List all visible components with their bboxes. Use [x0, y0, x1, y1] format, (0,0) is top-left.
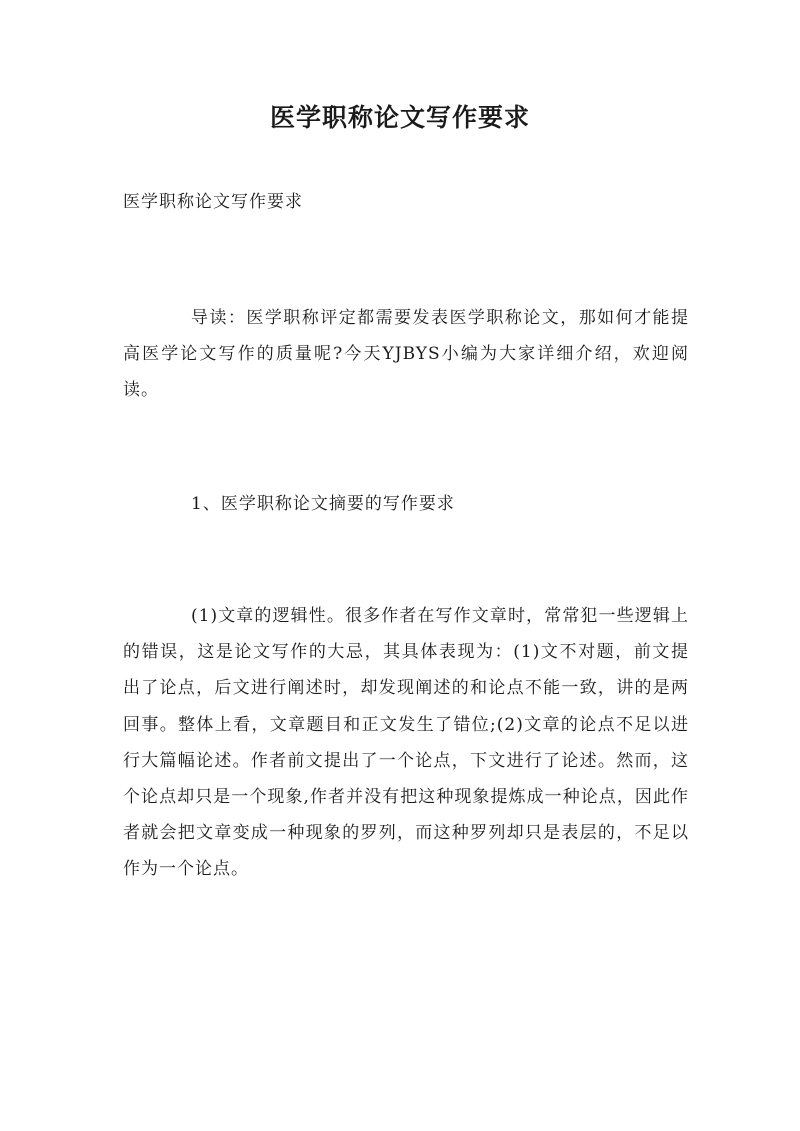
document-subtitle: 医学职称论文写作要求 — [123, 192, 303, 212]
document-title: 医学职称论文写作要求 — [269, 103, 530, 132]
section-heading-1: 1、医学职称论文摘要的写作要求 — [191, 494, 455, 514]
intro-paragraph: 导读：医学职称评定都需要发表医学职称论文，那如何才能提高医学论文写作的质量呢?今天YJBYS小编为大家详细介绍，欢迎阅读。 — [123, 308, 689, 401]
section-body-1: (1)文章的逻辑性。很多作者在写作文章时，常常犯一些逻辑上的错误，这是论文写作的大忌，其具体表现为：(1)文不对题，前文提出了论点，后文进行阐述时，却发现阐述的和论点不能一致，讲的是两回事。整体上看，文章题目和正文发生了错位;(2)文章的论点不足以进行大篇幅论述。作者前文提出了一个论点，下文进行了论述。然而，这个论点却只是一个现象,作者并没有把这种现象提炼成一种论点，因此作者就会把文章变成一种现象的罗列，而这种罗列却只是表层的，不足以作为一个论点。 — [123, 606, 689, 880]
